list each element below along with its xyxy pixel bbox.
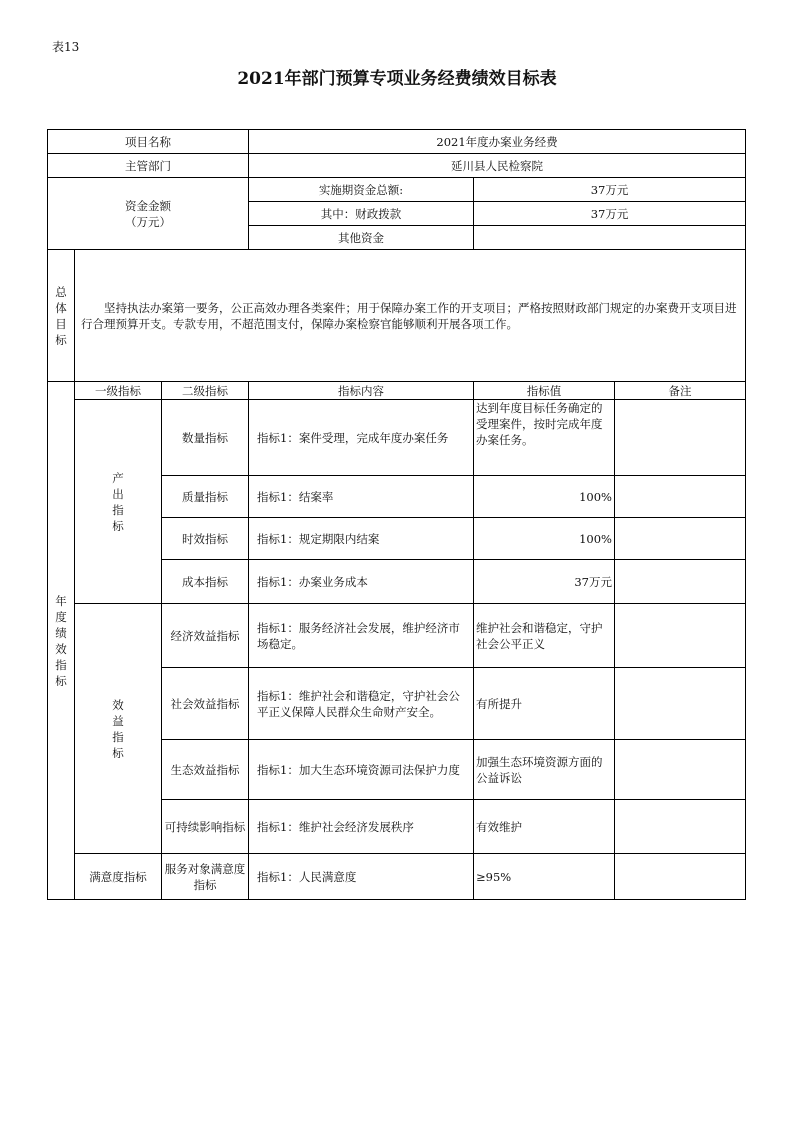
header-level2: 二级指标 — [162, 382, 249, 400]
table-row-content: 指标1：维护社会和谐稳定，守护社会公平正义保障人民群众生命财产安全。 — [249, 668, 474, 740]
table-row-note — [615, 476, 746, 518]
table-row-level2: 质量指标 — [162, 476, 249, 518]
header-level1: 一级指标 — [75, 382, 162, 400]
table-row-note — [615, 560, 746, 604]
department-label: 主管部门 — [48, 154, 249, 178]
table-row-note — [615, 518, 746, 560]
table-row-value: 加强生态环境资源方面的公益诉讼 — [474, 740, 615, 800]
performance-table — [47, 129, 746, 900]
table-row-value: 有效维护 — [474, 800, 615, 854]
table-row-note — [615, 854, 746, 900]
table-row-value: 37万元 — [474, 560, 615, 604]
table-row-level2: 成本指标 — [162, 560, 249, 604]
table-row-level2: 数量指标 — [162, 400, 249, 476]
other-funds-value — [474, 226, 746, 250]
table-row-value: ≥95% — [474, 854, 615, 900]
fiscal-funds-label: 其中：财政拨款 — [249, 202, 474, 226]
table-row-value: 100% — [474, 518, 615, 560]
table-row-content: 指标1：规定期限内结案 — [249, 518, 474, 560]
table-row-content: 指标1：服务经济社会发展，维护经济市场稳定。 — [249, 604, 474, 668]
table-row-note — [615, 800, 746, 854]
table-row-level2: 经济效益指标 — [162, 604, 249, 668]
table-row-note — [615, 668, 746, 740]
project-name-value: 2021年度办案业务经费 — [249, 130, 746, 154]
header-value: 指标值 — [474, 382, 615, 400]
other-funds-label: 其他资金 — [249, 226, 474, 250]
table-row-level2: 社会效益指标 — [162, 668, 249, 740]
table-row-value: 100% — [474, 476, 615, 518]
fiscal-funds-value: 37万元 — [474, 202, 746, 226]
overall-goal-label: 总体目标 — [48, 250, 75, 382]
table-row-content: 指标1：结案率 — [249, 476, 474, 518]
department-value: 延川县人民检察院 — [249, 154, 746, 178]
output-indicator-label: 产出指标 — [75, 400, 162, 604]
table-row-level2: 服务对象满意度指标 — [162, 854, 249, 900]
table-row-note — [615, 740, 746, 800]
fund-amount-label-line2: （万元） — [125, 214, 171, 229]
page-title: 2021年部门预算专项业务经费绩效目标表 — [237, 69, 557, 89]
fund-amount-label-line1: 资金金额 — [125, 198, 171, 213]
table-row-content: 指标1：案件受理，完成年度办案任务 — [249, 400, 474, 476]
table-row-content: 指标1：人民满意度 — [249, 854, 474, 900]
table-row-level2: 时效指标 — [162, 518, 249, 560]
table-row-note — [615, 604, 746, 668]
table-row-value: 达到年度目标任务确定的受理案件，按时完成年度办案任务。 — [474, 400, 615, 476]
total-funds-value: 37万元 — [474, 178, 746, 202]
table-row-note — [615, 400, 746, 476]
table-row-value: 有所提升 — [474, 668, 615, 740]
header-content: 指标内容 — [249, 382, 474, 400]
table-row-content: 指标1：加大生态环境资源司法保护力度 — [249, 740, 474, 800]
project-name-label: 项目名称 — [48, 130, 249, 154]
table-row-level2: 可持续影响指标 — [162, 800, 249, 854]
fund-amount-label — [48, 178, 249, 250]
table-row-content: 指标1：办案业务成本 — [249, 560, 474, 604]
table-row-value: 维护社会和谐稳定，守护社会公平正义 — [474, 604, 615, 668]
table-row-level2: 生态效益指标 — [162, 740, 249, 800]
overall-goal-text: 坚持执法办案第一要务，公正高效办理各类案件；用于保障办案工作的开支项目；严格按照财政部门规定的办案费开支项目进行合理预算开支。专款专用，不超范围支付，保障办案检察官能够顺利开展各项工作。 — [75, 250, 746, 382]
satisfaction-indicator-label: 满意度指标 — [75, 854, 162, 900]
table-row-content: 指标1：维护社会经济发展秩序 — [249, 800, 474, 854]
header-note: 备注 — [615, 382, 746, 400]
table-number: 表13 — [52, 40, 80, 54]
total-funds-label: 实施期资金总额: — [249, 178, 474, 202]
annual-indicator-label: 年度绩效指标 — [48, 382, 75, 900]
benefit-indicator-label: 效益指标 — [75, 604, 162, 854]
